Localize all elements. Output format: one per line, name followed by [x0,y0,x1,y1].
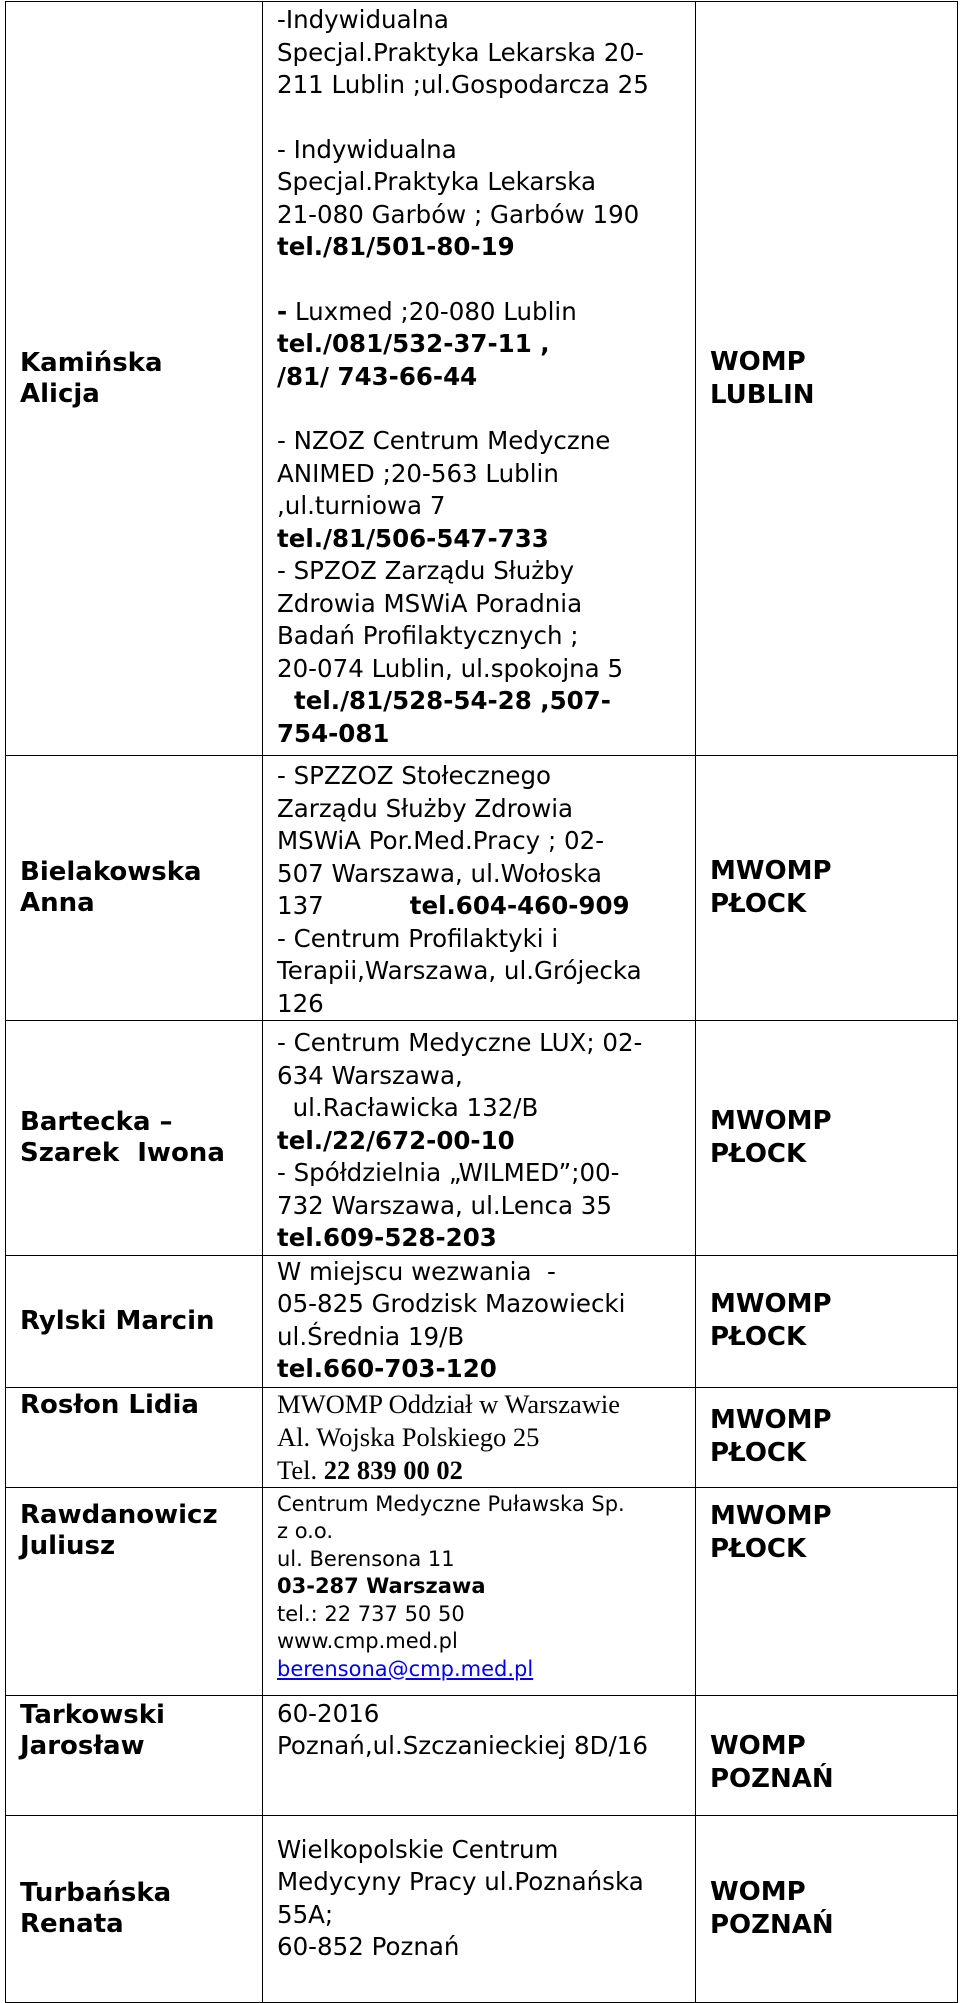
doctor-name: Juliusz [20,1530,116,1561]
organization-name: WOMP [710,346,806,377]
doctor-name: Renata [20,1908,124,1939]
doctor-name: Bielakowska [20,857,202,887]
doctor-name: Rosłon Lidia [20,1389,199,1420]
organization-name: MWOMP [710,1405,832,1435]
detail-line: 211 Lublin ;ul.Gospodarcza 25 [277,70,649,99]
phone-line: tel.609-528-203 [277,1223,497,1252]
detail-line: - Luxmed ;20-080 Lublin [277,296,577,326]
detail-line: 60-2016 [277,1698,380,1728]
organization-city: POZNAŃ [710,1909,834,1940]
organization-city: PŁOCK [710,1533,807,1564]
table-row [6,1255,958,1387]
detail-line: z o.o. [277,1519,334,1543]
organization-cell [696,1815,958,2002]
table-row [6,1387,958,1487]
organization-name: MWOMP [710,1500,832,1531]
phone-line: tel./081/532-37-11 , [277,329,550,358]
organization-name: MWOMP [710,1105,832,1136]
detail-line: ,ul.turniowa 7 [277,491,446,520]
detail-line: MSWiA Por.Med.Pracy ; 02- [277,826,605,855]
table-row [6,2,958,756]
organization-city: PŁOCK [710,1438,807,1468]
practice-details-cell [263,1021,696,1256]
practice-details-cell [263,1487,696,1695]
organization-city: PŁOCK [710,889,807,919]
detail-line: 732 Warszawa, ul.Lenca 35 [277,1190,612,1220]
organization-cell [696,1487,958,1695]
doctor-name-cell [6,756,263,1021]
phone-line: /81/ 743-66-44 [277,361,478,391]
doctor-name: Szarek Iwona [20,1137,225,1168]
organization-cell [696,756,958,1021]
detail-line: ul.Racławicka 132/B [277,1093,539,1122]
detail-line: Medycyny Pracy ul.Poznańska [277,1867,644,1896]
phone-line: tel./81/528-54-28 ,507- [277,686,611,715]
detail-line: Zarządu Służby Zdrowia [277,793,574,823]
doctor-name: Anna [20,888,95,918]
organization-cell [696,1387,958,1487]
detail-line: Al. Wojska Polskiego 25 [277,1421,540,1452]
detail-line: 20-074 Lublin, ul.spokojna 5 [277,653,624,683]
doctor-name-cell [6,2,263,756]
table-row [6,1815,958,2002]
doctor-name-cell [6,1815,263,2002]
doctor-name: Bartecka – [20,1106,173,1137]
phone-line: tel.: 22 737 50 50 [277,1601,465,1626]
organization-name: WOMP [710,1876,806,1907]
detail-line: 634 Warszawa, [277,1060,463,1090]
detail-line: - Centrum Medyczne LUX; 02- [277,1028,643,1057]
detail-line: MWOMP Oddział w Warszawie [277,1388,621,1419]
detail-line: -Indywidualna [277,5,449,34]
detail-line: - SPZZOZ Stołecznego [277,761,552,790]
table-row [6,756,958,1021]
doctor-name: Rawdanowicz [20,1499,218,1530]
doctor-name: Rylski Marcin [20,1305,215,1336]
detail-line: - SPZOZ Zarządu Służby [277,556,575,585]
organization-name: MWOMP [710,1289,832,1319]
doctor-name: Turbańska [20,1877,172,1908]
detail-line: - Spółdzielnia „WILMED”;00- [277,1158,620,1187]
detail-line: 03-287 Warszawa [277,1574,486,1598]
detail-line: 55A; [277,1899,334,1929]
organization-city: LUBLIN [710,379,815,410]
practice-details-cell [263,1255,696,1387]
detail-line: ul. Berensona 11 [277,1546,455,1571]
detail-line: Specjal.Praktyka Lekarska 20- [277,37,644,67]
practice-details-cell [263,1695,696,1815]
detail-line: ANIMED ;20-563 Lublin [277,458,559,488]
detail-line: ul.Średnia 19/B [277,1321,465,1351]
website-link[interactable]: www.cmp.med.pl [277,1629,458,1653]
table-row [6,1695,958,1815]
doctor-name-cell [6,1487,263,1695]
detail-line: 60-852 Poznań [277,1932,460,1961]
doctor-name: Tarkowski [20,1699,165,1730]
email-link[interactable]: berensona@cmp.med.pl [277,1656,534,1681]
doctor-name: Jarosław [20,1730,145,1761]
organization-city: PŁOCK [710,1322,807,1352]
organization-name: WOMP [710,1730,806,1761]
doctor-name: Kamińska Alicja [20,347,163,409]
detail-line: Specjal.Praktyka Lekarska [277,167,597,196]
organization-cell [696,1695,958,1815]
detail-line: 05-825 Grodzisk Mazowiecki [277,1289,626,1318]
practice-details-cell [263,1387,696,1487]
doctor-name-cell [6,1695,263,1815]
practice-details-cell [263,756,696,1021]
doctor-name-cell [6,1021,263,1256]
detail-line: - Centrum Profilaktyki i [277,923,559,953]
organization-cell [696,1021,958,1256]
doctor-name-cell [6,1255,263,1387]
doctors-table [5,1,958,2003]
organization-cell [696,2,958,756]
doctor-name-cell [6,1387,263,1487]
detail-line: W miejscu wezwania - [277,1256,556,1286]
detail-line: - Indywidualna [277,134,457,164]
detail-line: 21-080 Garbów ; Garbów 190 [277,199,640,229]
detail-line: 507 Warszawa, ul.Wołoska [277,858,602,888]
detail-line: 137 tel.604-460-909 [277,891,630,920]
detail-line: Badań Profilaktycznych ; [277,621,579,650]
phone-line: tel./81/501-80-19 [277,232,515,261]
organization-cell [696,1255,958,1387]
detail-line: Zdrowia MSWiA Poradnia [277,588,583,618]
phone-line: 754-081 [277,718,390,748]
detail-line: Wielkopolskie Centrum [277,1834,559,1864]
detail-line: Centrum Medyczne Puławska Sp. [277,1491,625,1516]
detail-line: Poznań,ul.Szczanieckiej 8D/16 [277,1731,648,1760]
table-row [6,1487,958,1695]
table-row [6,1021,958,1256]
detail-line: Tel. 22 839 00 02 [277,1454,463,1485]
practice-details-cell [263,2,696,756]
detail-line: - NZOZ Centrum Medyczne [277,426,611,455]
detail-line: 126 [277,988,324,1018]
organization-name: MWOMP [710,856,832,886]
phone-line: tel./22/672-00-10 [277,1125,515,1155]
organization-city: POZNAŃ [710,1763,834,1794]
phone-line: tel.660-703-120 [277,1354,497,1383]
phone-line: tel./81/506-547-733 [277,523,549,553]
practice-details-cell [263,1815,696,2002]
detail-line: Terapii,Warszawa, ul.Grójecka [277,956,642,985]
organization-city: PŁOCK [710,1138,807,1169]
